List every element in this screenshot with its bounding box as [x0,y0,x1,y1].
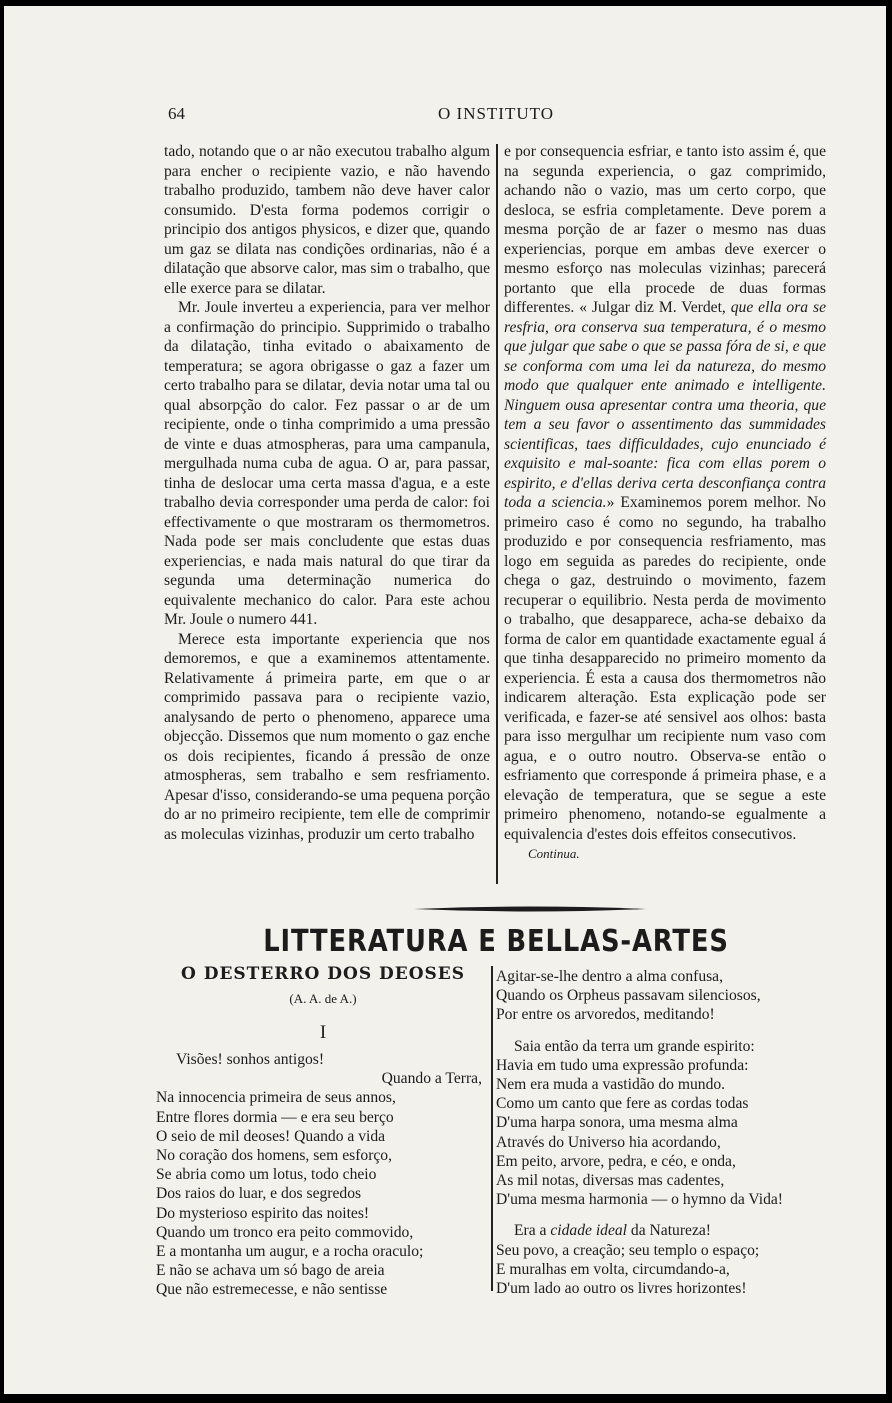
stanza-break [496,1025,826,1037]
verse-line: E muralhas em volta, circumdando-a, [496,1260,730,1278]
verse-line: E a montanha um augur, e a rocha oraculo; [156,1243,424,1261]
page-number: 64 [168,104,185,123]
verse-line: Como um canto que fere as cordas todas [496,1095,749,1113]
verse-line: D'uma mesma harmonia — o hymno da Vida! [496,1191,783,1209]
poem-left-column [156,1050,482,1300]
paragraph: tado, notando que o ar não executou trabalho algum para encher o recipiente vazio, e não havendo trabalho produzido, tambem não deve haver calor consumido. D'esta forma podemos corrigir o principio dos antigos physicos, e dizer que, quando um gaz se dilata nas condições ordinarias, não é a dilatação que absorve calor, mas sim o trabalho, que elle exerce para se dilatar. [164,143,490,297]
verse-line: D'uma harpa sonora, uma mesma alma [496,1114,738,1132]
poem-author: (A. A. de A.) [289,991,357,1006]
verse-line: E não se achava um só bago de areia [156,1262,385,1280]
verse-line: O seio de mil deoses! Quando a vida [156,1127,386,1145]
verse-line: Quando um tronco era peito commovido, [156,1223,414,1241]
section-title: LITTERATURA E BELLAS-ARTES [263,924,729,959]
verse-line: Visões! sonhos antigos! [176,1051,325,1068]
verse-line: D'um lado ao outro os livres horizontes! [496,1280,747,1298]
verse-line: Se abria como um lotus, todo cheio [156,1166,377,1184]
verse-line: Quando os Orpheus passavam silenciosos, [496,987,761,1005]
paragraph: e por consequencia esfriar, e tanto isto assim é, que na segunda experiencia, o gaz comprimido, achando não o vazio, mas um certo corpo, que desloca, se esfria completamente. Deve porem a mesma porção de ar fazer o mesmo nas duas experiencias, porque em ambas deve exercer o mesmo esforço nas moleculas vizinhas; parecerá portanto que ella procede de duas formas differentes. « Julgar diz M. Verdet, que ella ora se resfria, ora conserva sua temperatura, é o mesmo que julgar que sabe o que se passa fóra de si, e que se conforma com uma lei da natureza, do mesmo modo que qualquer ente animado e intelligente. Ninguem ousa apresentar contra uma theoria, que tem a seu favor o assentimento das summidades scientificas, taes difficuldades, cujo enunciado é exquisito e mal-soante: fica com ellas porem o espirito, e d'ellas deriva certa desconfiança contra toda a sciencia.» Examinemos porem melhor. No primeiro caso é como no segundo, ha trabalho produzido e por consequencia resfriamento, mas logo em seguida as paredes do recipiente, onde chega o gaz, destruindo o movimento, fazem recuperar o equilibrio. Nesta perda de movimento o trabalho, que desapparece, acha-se debaixo da forma de calor em quantidade exactamente egual á que tinha desapparecido no primeiro momento da experiencia. É esta a causa dos thermometros não indicarem alteração. Esta explicação pode ser verificada, e fazer-se até sensivel aos olhos: basta para isso mergulhar um recipiente num vaso com agua, e o outro noutro. Observa-se então o esfriamento que corresponde á primeira phase, e a elevação de temperatura, que se segue a este primeiro phenomeno, notando-se egualmente a equivalencia d'estes dois effeitos consecutivos. [504,143,826,843]
verse-line: Havia em tudo uma expressão profunda: [496,1056,749,1074]
verse-line: Em peito, arvore, pedra, e céo, e onda, [496,1152,736,1170]
running-title: O INSTITUTO [438,104,554,123]
poem-section-number: I [319,1022,327,1043]
article-left-column [164,142,490,844]
paragraph: Merece esta importante experiencia que nos demoremos, e que a examinemos attentamente. Relativamente á primeira parte, em que o ar comprimido passava para o recipiente vazio, analysando de perto o phenomeno, apparece uma objecção. Dissemos que num momento o gaz enche os dois recipientes, ficando á pressão de onze atmospheras, sem trabalho e sem resfriamento. Apesar d'isso, considerando-se uma pequena porção do ar no primeiro recipiente, tem elle de comprimir as moleculas vizinhas, produzir um certo trabalho [164,630,490,843]
verse-line: As mil notas, diversas mas cadentes, [496,1172,725,1190]
verse-line: Através do Universo hia acordando, [496,1133,721,1151]
article-right-column [504,142,826,864]
verse-line: Seu povo, a creação; seu templo o espaço; [496,1241,760,1259]
stanza-break [496,1209,826,1221]
column-divider [496,144,498,884]
verse-line: Agitar-se-lhe dentro a alma confusa, [496,968,724,985]
verse-line: Que não estremecesse, e não sentisse [156,1281,388,1299]
poem-title: O DESTERRO DOS DEOSES [180,964,466,984]
verse-line: No coração dos homens, sem esforço, [156,1147,393,1165]
verse-line: Entre flores dormia — e era seu berço [156,1108,394,1126]
verse-line: Era a cidade ideal da Natureza! [514,1222,711,1240]
verse-line: Nem era muda a vastidão do mundo. [496,1076,726,1094]
page-header [164,104,828,126]
verse-line: Saia então da terra um grande espirito: [514,1037,755,1055]
poem-right-column [496,967,826,1298]
verse-line: Dos raios do luar, e dos segredos [156,1185,362,1203]
column-divider [491,966,493,1291]
newspaper-page [4,6,886,1394]
section-divider-ornament [414,904,646,914]
verdet-quote: que ella ora se resfria, ora conserva sua temperatura, é o mesmo que julgar que sabe o que se passa fóra de si, e que se conforma com uma lei da natureza, do mesmo modo que qualquer ente animado e intelligente. Ninguem ousa apresentar contra uma theoria, que tem a seu favor o assentimento das summidades scientificas, taes difficuldades, cujo enunciado é exquisito e mal-soante: fica com ellas porem o espirito, e d'ellas deriva certa desconfiança contra toda a sciencia. [504,299,826,511]
verse-line: Por entre os arvoredos, meditando! [496,1006,715,1024]
continued-note: Continua. [528,846,580,861]
verse-line: Do mysterioso espirito das noites! [156,1204,370,1222]
verse-line: Quando a Terra, [381,1070,482,1088]
paragraph: Mr. Joule inverteu a experiencia, para ver melhor a confirmação do principio. Supprimido o trabalho da dilatação, tinha evitado o abaixamento de temperatura; se agora obrigasse o gaz a fazer um certo trabalho para se dilatar, devia notar uma tal ou qual absorpção do calor. Fez passar o ar de um recipiente, onde o tinha comprimido a uma pressão de vinte e duas atmospheras, para uma campanula, mergulhada numa cuba de agua. O ar, para passar, tinha de deslocar uma certa massa d'agua, e a este trabalho devia corresponder uma perda de calor: foi effectivamente o que mostraram os thermometros. Nada pode ser mais concludente que estas duas experiencias, e nada mais natural do que tirar da segunda uma determinação numerica do equivalente mechanico do calor. Para este achou Mr. Joule o numero 441. [164,299,490,628]
verse-line: Na innocencia primeira de seus annos, [156,1089,396,1107]
